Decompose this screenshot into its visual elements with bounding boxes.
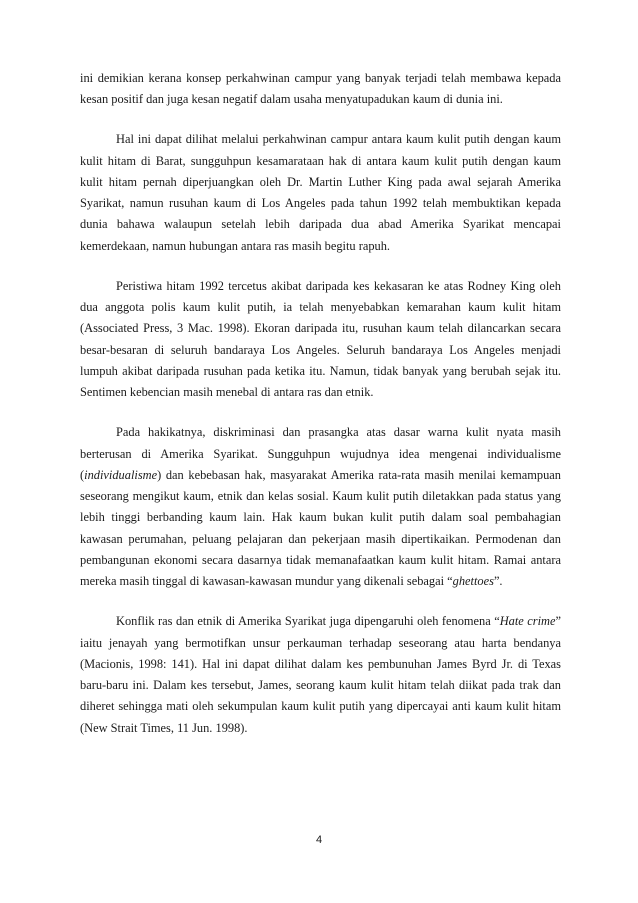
paragraph (80, 611, 561, 739)
paragraph (80, 422, 561, 592)
page-number: 4 (315, 834, 323, 846)
paragraph-text: ” iaitu jenayah yang bermotifkan unsur perkauman terhadap seseorang atau harta bendanya (Macionis, 1998: 141). Hal ini dapat dilihat dalam kes pembunuhan James Byrd Jr. di Texas baru-baru ini. Dalam kes tersebut, James, seorang kaum kulit hitam telah diikat pada trak dan diheret sehingga mati oleh sekumpulan kaum kulit putih yang dipercayai anti kaum kulit hitam (New Strait Times, 11 Jun. 1998). (80, 614, 561, 735)
paragraph-text: ) dan kebebasan hak, masyarakat Amerika rata-rata masih menilai kemampuan seseorang mengikut kaum, etnik dan kelas sosial. Kaum kulit putih diletakkan pada status yang lebih tinggi berbanding kaum lain. Hak kaum bukan kulit putih dalam soal pembahagian kawasan perumahan, peluang pelajaran dan pekerjaan masih dipertikaikan. Permodenan dan pembangunan ekonomi secara dasarnya tidak memanafaatkan kaum kulit hitam. Ramai antara mereka masih tinggal di kawasan-kawasan mundur yang dikenali sebagai “ (80, 467, 561, 589)
italic-text: ghettoes (452, 574, 494, 589)
paragraph-text: Hal ini dapat dilihat melalui perkahwinan campur antara kaum kulit putih dengan kaum kulit hitam di Barat, sungguhpun kesamarataan hak di antara kaum kulit putih dengan kaum kulit hitam pernah diperjuangkan oleh Dr. Martin Luther King pada awal sejarah Amerika Syarikat, namun rusuhan kaum di Los Angeles pada tahun 1992 telah membuktikan kepada dunia bahawa walaupun setelah lebih daripada dua abad Amerika Syarikat mencapai kemerdekaan, namun hubungan antara ras masih begitu rapuh. (80, 132, 561, 253)
italic-text: Hate crime (499, 614, 556, 629)
paragraph-text: Peristiwa hitam 1992 tercetus akibat daripada kes kekasaran ke atas Rodney King oleh dua anggota polis kaum kulit putih, ia telah menyebabkan kemarahan kaum kulit hitam (Associated Press, 3 Mac. 1998). Ekoran daripada itu, rusuhan kaum telah dilancarkan secara besar-besaran di seluruh bandaraya Los Angeles. Seluruh bandaraya Los Angeles menjadi lumpuh akibat daripada rusuhan pada ketika itu. Namun, tidak banyak yang berubah sejak itu. Sentimen kebencian masih menebal di antara ras dan etnik. (80, 278, 561, 400)
paragraph-text: Konflik ras dan etnik di Amerika Syarikat juga dipengaruhi oleh fenomena “ (116, 614, 500, 629)
paragraph (80, 129, 561, 257)
document-body (80, 68, 561, 739)
italic-text: individualisme (84, 467, 158, 482)
paragraph-text: Pada hakikatnya, diskriminasi dan prasangka atas dasar warna kulit nyata masih berterusan di Amerika Syarikat. Sungguhpun wujudnya idea mengenai individualisme ( (80, 425, 561, 482)
paragraph-text: ”. (493, 574, 503, 589)
paragraph (80, 276, 561, 404)
paragraph-text: ini demikian kerana konsep perkahwinan campur yang banyak terjadi telah membawa kepada kesan positif dan juga kesan negatif dalam usaha menyatupadukan kaum di dunia ini. (80, 71, 561, 107)
paragraph (80, 68, 561, 111)
